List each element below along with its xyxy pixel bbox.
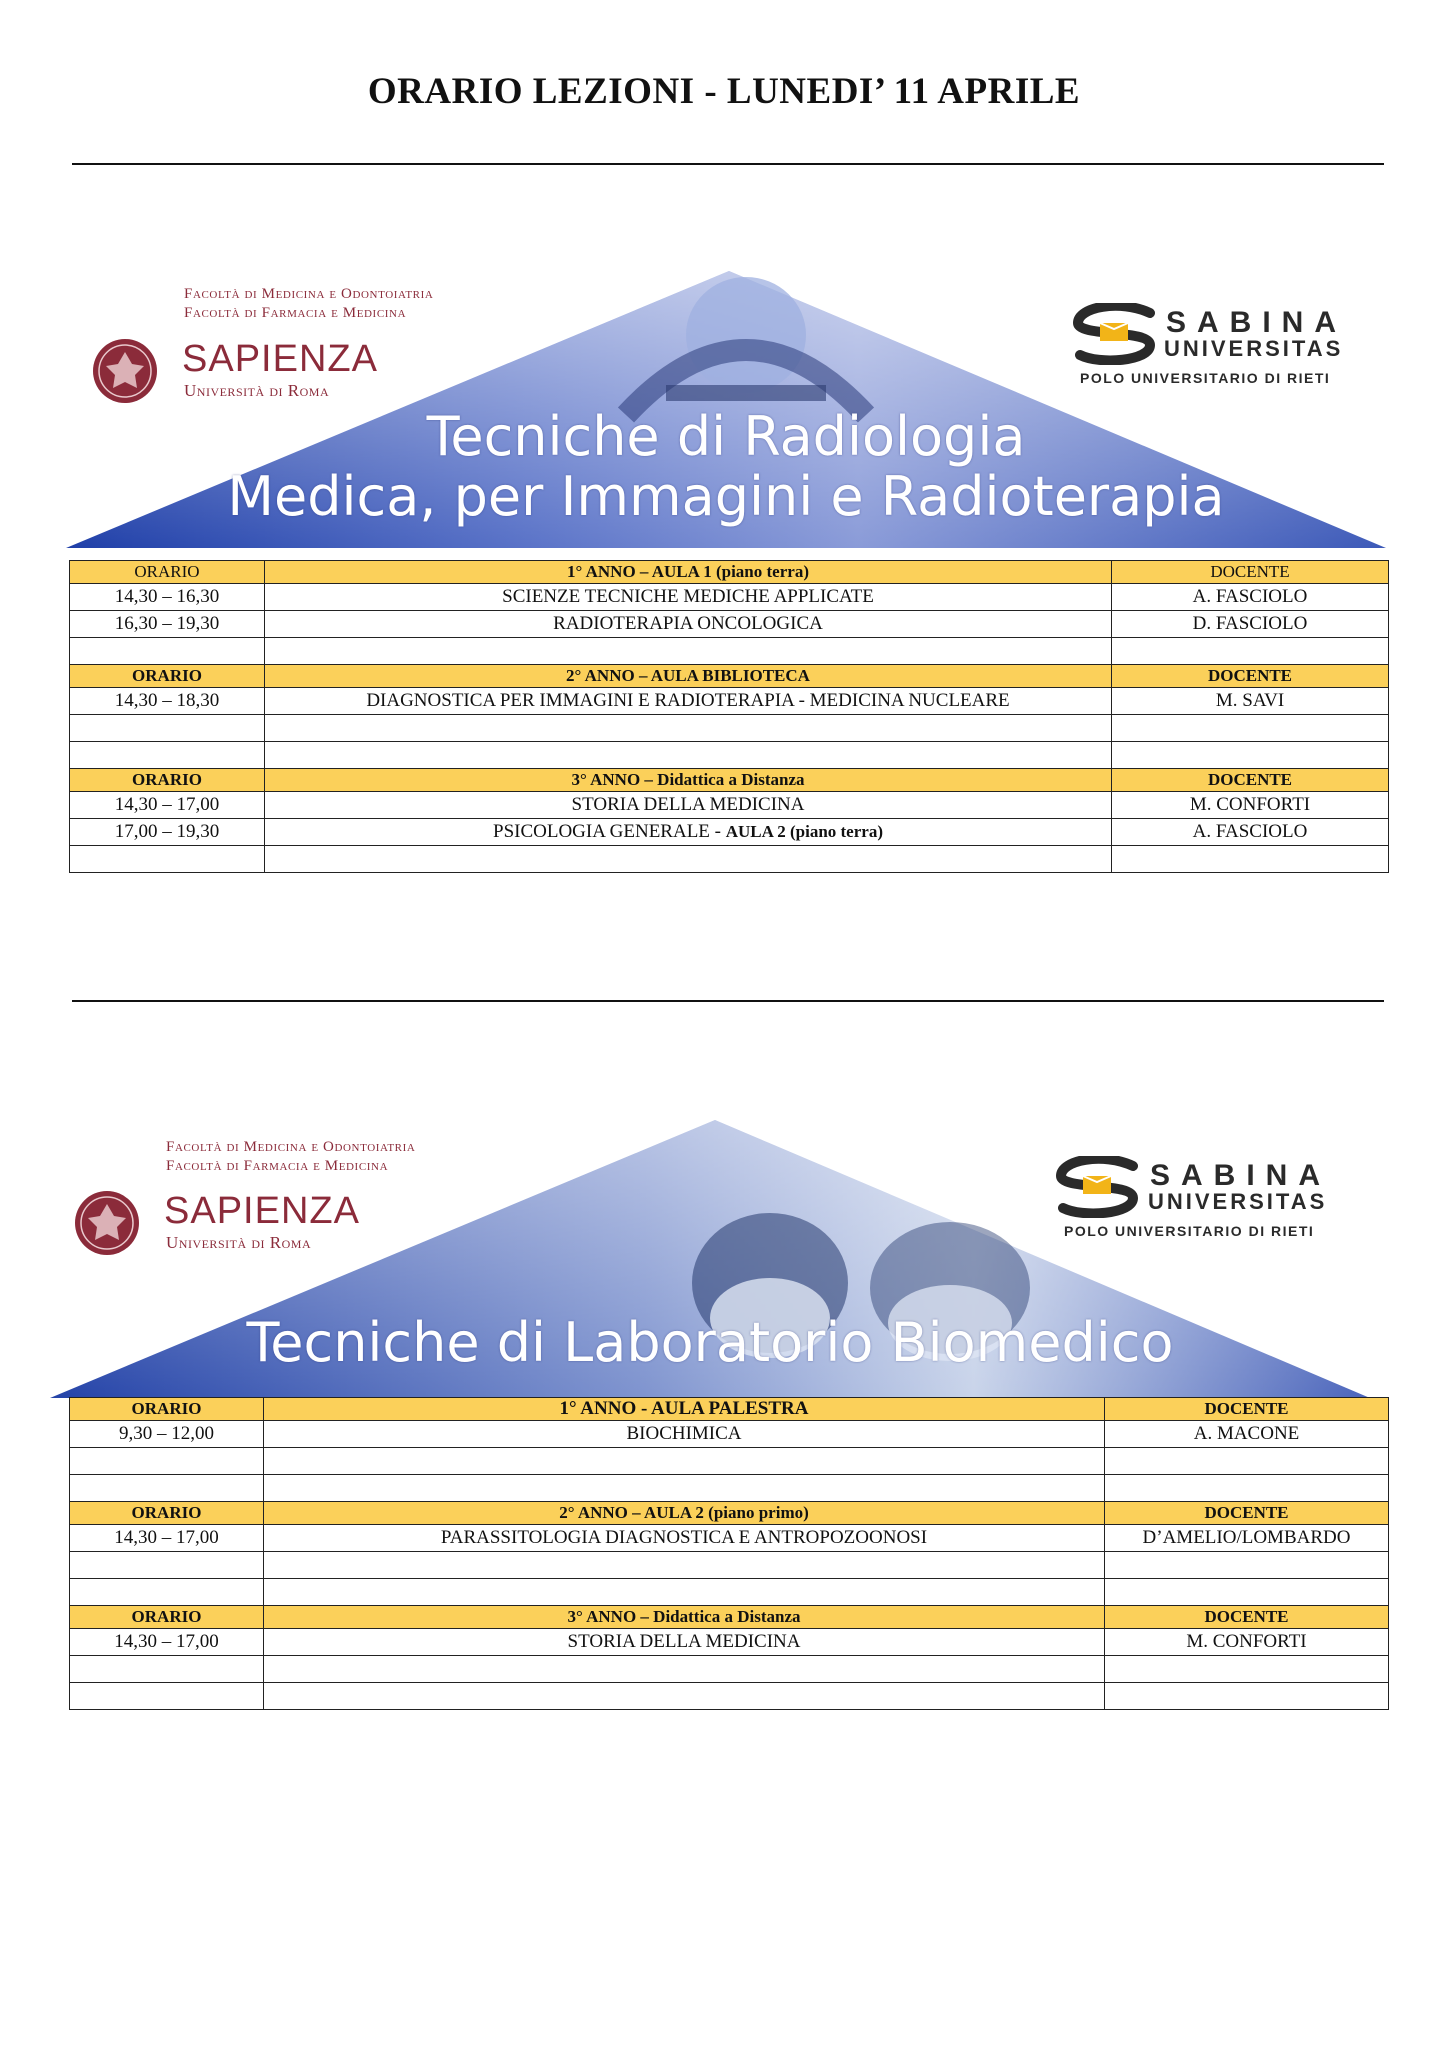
table-row (70, 715, 1389, 742)
header-time: ORARIO (70, 561, 265, 584)
schedule-table-laboratorio (69, 1397, 1389, 1710)
cell-course (265, 819, 1112, 846)
table-header-row (70, 561, 1389, 584)
sapienza-seal-icon (92, 332, 158, 410)
scanner-ring (686, 277, 806, 393)
cell-course: PARASSITOLOGIA DIAGNOSTICA E ANTROPOZOONOSI (264, 1525, 1105, 1552)
cell-course (264, 1683, 1105, 1710)
table-row (70, 1579, 1389, 1606)
table-row (70, 584, 1389, 611)
banner-title-line: Tecniche di Radiologia (426, 405, 1026, 468)
table-row (70, 1475, 1389, 1502)
cell-time: 14,30 – 17,00 (70, 792, 265, 819)
header-time: ORARIO (70, 769, 265, 792)
cell-course: BIOCHIMICA (264, 1421, 1105, 1448)
cell-course (264, 1552, 1105, 1579)
banner-title-line: Tecniche di Laboratorio Biomedico (246, 1311, 1174, 1374)
cell-teacher: D’AMELIO/LOMBARDO (1105, 1525, 1389, 1552)
cell-time (70, 1448, 264, 1475)
header-course: 2° ANNO – AULA BIBLIOTECA (265, 665, 1112, 688)
cell-teacher (1105, 1448, 1389, 1475)
header-teacher: DOCENTE (1112, 769, 1389, 792)
cell-teacher: M. CONFORTI (1112, 792, 1389, 819)
table-row (70, 1552, 1389, 1579)
sabina-logo-icon (1070, 303, 1162, 365)
table-header-row (70, 1606, 1389, 1629)
cell-time: 17,00 – 19,30 (70, 819, 265, 846)
cell-teacher: M. CONFORTI (1105, 1629, 1389, 1656)
cell-teacher: A. MACONE (1105, 1421, 1389, 1448)
header-time: ORARIO (70, 665, 265, 688)
sapienza-sub: Università di Roma (184, 381, 330, 400)
banner-title-line: Medica, per Immagini e Radioterapia (227, 465, 1225, 528)
header-time: ORARIO (70, 1606, 264, 1629)
cell-teacher (1105, 1683, 1389, 1710)
table-row (70, 792, 1389, 819)
cell-teacher (1105, 1552, 1389, 1579)
cell-course: DIAGNOSTICA PER IMMAGINI E RADIOTERAPIA - MEDICINA NUCLEARE (265, 688, 1112, 715)
course-room: AULA 2 (piano terra) (725, 822, 883, 841)
banner-title (66, 407, 1386, 527)
table-row (70, 1656, 1389, 1683)
cell-teacher (1105, 1579, 1389, 1606)
banner-radiologia (66, 265, 1386, 548)
sabina-logo-icon (1053, 1156, 1145, 1218)
table-header-row (70, 1398, 1389, 1421)
cell-time (70, 846, 265, 873)
cell-time: 16,30 – 19,30 (70, 611, 265, 638)
faculty-line: Facoltà di Medicina e Odontoiatria (184, 286, 434, 302)
banner-laboratorio (50, 1118, 1370, 1401)
faculty-line: Facoltà di Farmacia e Medicina (184, 305, 407, 321)
header-teacher: DOCENTE (1112, 561, 1389, 584)
sabina-name: SABINA (1166, 306, 1348, 339)
table-row (70, 846, 1389, 873)
header-time: ORARIO (70, 1398, 264, 1421)
header-teacher: DOCENTE (1105, 1398, 1389, 1421)
cell-teacher (1112, 638, 1389, 665)
cell-teacher: A. FASCIOLO (1112, 584, 1389, 611)
sapienza-sub: Università di Roma (166, 1233, 312, 1252)
cell-time (70, 1579, 264, 1606)
header-course: 1° ANNO - AULA PALESTRA (264, 1398, 1105, 1421)
table-header-row (70, 769, 1389, 792)
header-course: 3° ANNO – Didattica a Distanza (265, 769, 1112, 792)
cell-time (70, 1475, 264, 1502)
sabina-sub: UNIVERSITAS (1148, 1189, 1328, 1214)
cell-course: STORIA DELLA MEDICINA (264, 1629, 1105, 1656)
cell-time: 14,30 – 18,30 (70, 688, 265, 715)
table-row (70, 819, 1389, 846)
cell-course (265, 638, 1112, 665)
cell-teacher: A. FASCIOLO (1112, 819, 1389, 846)
sabina-polo: POLO UNIVERSITARIO DI RIETI (1080, 370, 1331, 386)
cell-teacher (1105, 1475, 1389, 1502)
cell-time (70, 715, 265, 742)
cell-teacher: D. FASCIOLO (1112, 611, 1389, 638)
cell-course (264, 1579, 1105, 1606)
cell-teacher (1112, 846, 1389, 873)
cell-course (264, 1656, 1105, 1683)
header-course: 3° ANNO – Didattica a Distanza (264, 1606, 1105, 1629)
cell-teacher (1112, 715, 1389, 742)
cell-teacher (1105, 1656, 1389, 1683)
divider (72, 163, 1384, 165)
course-name: PSICOLOGIA GENERALE - (493, 821, 726, 842)
table-row (70, 1629, 1389, 1656)
cell-time: 14,30 – 17,00 (70, 1525, 264, 1552)
sapienza-name: SAPIENZA (182, 338, 378, 380)
cell-time (70, 1552, 264, 1579)
banner-title (50, 1313, 1370, 1373)
sapienza-name: SAPIENZA (164, 1190, 360, 1232)
table-row (70, 1448, 1389, 1475)
cell-time (70, 742, 265, 769)
table-row (70, 1683, 1389, 1710)
cell-course (265, 846, 1112, 873)
cell-course: SCIENZE TECNICHE MEDICHE APPLICATE (265, 584, 1112, 611)
header-course: 2° ANNO – AULA 2 (piano primo) (264, 1502, 1105, 1525)
cell-time: 9,30 – 12,00 (70, 1421, 264, 1448)
table-row (70, 638, 1389, 665)
table-row (70, 1421, 1389, 1448)
cell-teacher: M. SAVI (1112, 688, 1389, 715)
header-time: ORARIO (70, 1502, 264, 1525)
header-teacher: DOCENTE (1105, 1606, 1389, 1629)
table-header-row (70, 665, 1389, 688)
cell-course (264, 1448, 1105, 1475)
table-row (70, 688, 1389, 715)
table-row (70, 1525, 1389, 1552)
header-teacher: DOCENTE (1112, 665, 1389, 688)
header-teacher: DOCENTE (1105, 1502, 1389, 1525)
table-header-row (70, 1502, 1389, 1525)
cell-course (264, 1475, 1105, 1502)
cell-course: RADIOTERAPIA ONCOLOGICA (265, 611, 1112, 638)
divider (72, 1000, 1384, 1002)
sabina-polo: POLO UNIVERSITARIO DI RIETI (1064, 1223, 1315, 1239)
cell-time (70, 1683, 264, 1710)
sapienza-seal-icon (74, 1184, 140, 1262)
faculty-line: Facoltà di Medicina e Odontoiatria (166, 1139, 416, 1155)
sabina-name: SABINA (1150, 1159, 1332, 1192)
cell-course: STORIA DELLA MEDICINA (265, 792, 1112, 819)
cell-time: 14,30 – 16,30 (70, 584, 265, 611)
faculty-line: Facoltà di Farmacia e Medicina (166, 1158, 389, 1174)
header-course: 1° ANNO – AULA 1 (piano terra) (265, 561, 1112, 584)
page-title: ORARIO LEZIONI - LUNEDI’ 11 APRILE (367, 71, 1081, 112)
table-row (70, 611, 1389, 638)
cell-course (265, 742, 1112, 769)
table-row (70, 742, 1389, 769)
cell-teacher (1112, 742, 1389, 769)
cell-course (265, 715, 1112, 742)
cell-time (70, 638, 265, 665)
cell-time (70, 1656, 264, 1683)
sabina-sub: UNIVERSITAS (1164, 336, 1344, 361)
cell-time: 14,30 – 17,00 (70, 1629, 264, 1656)
schedule-table-radiologia (69, 560, 1389, 873)
